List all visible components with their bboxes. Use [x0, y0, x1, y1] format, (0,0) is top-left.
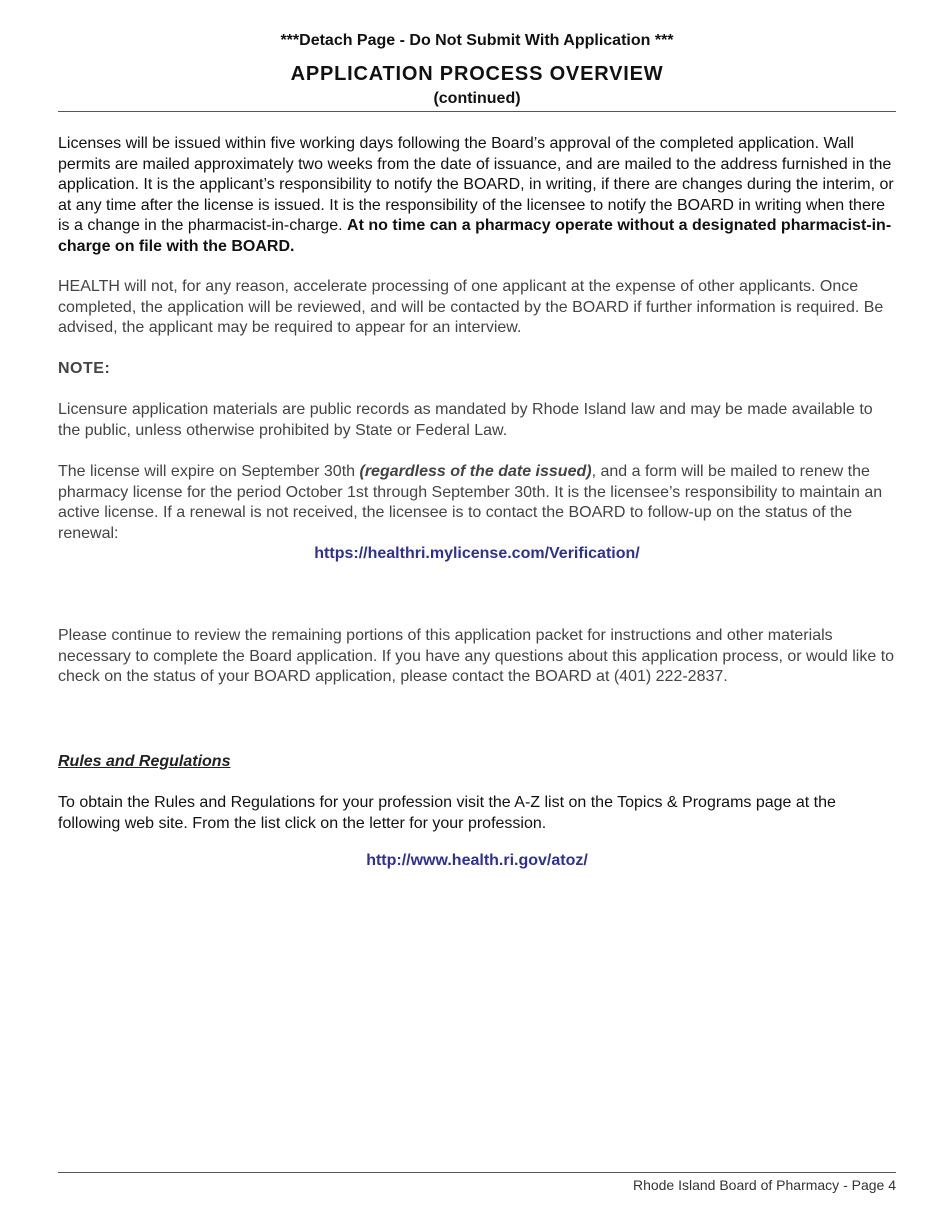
- verification-link[interactable]: https://healthri.mylicense.com/Verification/: [314, 545, 640, 562]
- continue-review-paragraph: Please continue to review the remaining portions of this application packet for instructions and other materials necessary to complete the Board application. If you have any questions about this application process, or would like to check on the status of your BOARD application, please contact the BOARD at (401) 222-2837.: [58, 627, 895, 685]
- document-page: [58, 0, 896, 1230]
- license-issuance-paragraph: [58, 134, 898, 257]
- public-records-paragraph: Licensure application materials are public records as mandated by Rhode Island law and may be made available to the public, unless otherwise prohibited by State or Federal Law.: [58, 401, 873, 439]
- atoz-link[interactable]: http://www.health.ri.gov/atoz/: [366, 852, 588, 869]
- expiration-text-start: The license will expire on September 30th: [58, 463, 360, 480]
- page-title: APPLICATION PROCESS OVERVIEW: [290, 63, 664, 85]
- license-expiration-paragraph: [58, 462, 898, 544]
- detach-notice: ***Detach Page - Do Not Submit With Application ***: [280, 32, 674, 49]
- header-divider: [58, 111, 896, 112]
- rules-regulations-heading: Rules and Regulations: [58, 753, 231, 770]
- license-issuance-text: Licenses will be issued within five working days following the Board’s approval of the completed application. Wall permits are mailed approximately two weeks from the date of issuance, and are mailed to the address furnished in the application. It is the applicant’s responsibility to notify the BOARD, in writing, if there are changes during the interim, or at any time after the license is issued. It is the responsibility of the licensee to notify the BOARD in writing when there is a change in the pharmacist-in-charge.: [58, 135, 894, 234]
- rules-regulations-paragraph: To obtain the Rules and Regulations for your profession visit the A-Z list on the Topics & Programs page at the following web site. From the list click on the letter for your profession.: [58, 794, 836, 832]
- page-footer: Rhode Island Board of Pharmacy - Page 4: [632, 1177, 896, 1193]
- footer-divider: [58, 1172, 896, 1173]
- pharmacist-in-charge-warning: At no time can a pharmacy operate without a designated pharmacist-in-charge on file with the BOARD.: [58, 217, 892, 255]
- note-label: NOTE:: [58, 360, 111, 377]
- expiration-emphasis: (regardless of the date issued): [359, 463, 592, 480]
- page-subtitle: (continued): [433, 90, 521, 107]
- processing-paragraph: HEALTH will not, for any reason, accelerate processing of one applicant at the expense of other applicants. Once completed, the application will be reviewed, and will be contacted by the BOARD if further information is required. Be advised, the applicant may be required to appear for an interview.: [58, 278, 884, 336]
- expiration-text-end: , and a form will be mailed to renew the pharmacy license for the period October 1st through September 30th. It is the licensee’s responsibility to maintain an active license. If a renewal is not received, the licensee is to contact the BOARD to follow-up on the status of the renewal:: [58, 463, 883, 542]
